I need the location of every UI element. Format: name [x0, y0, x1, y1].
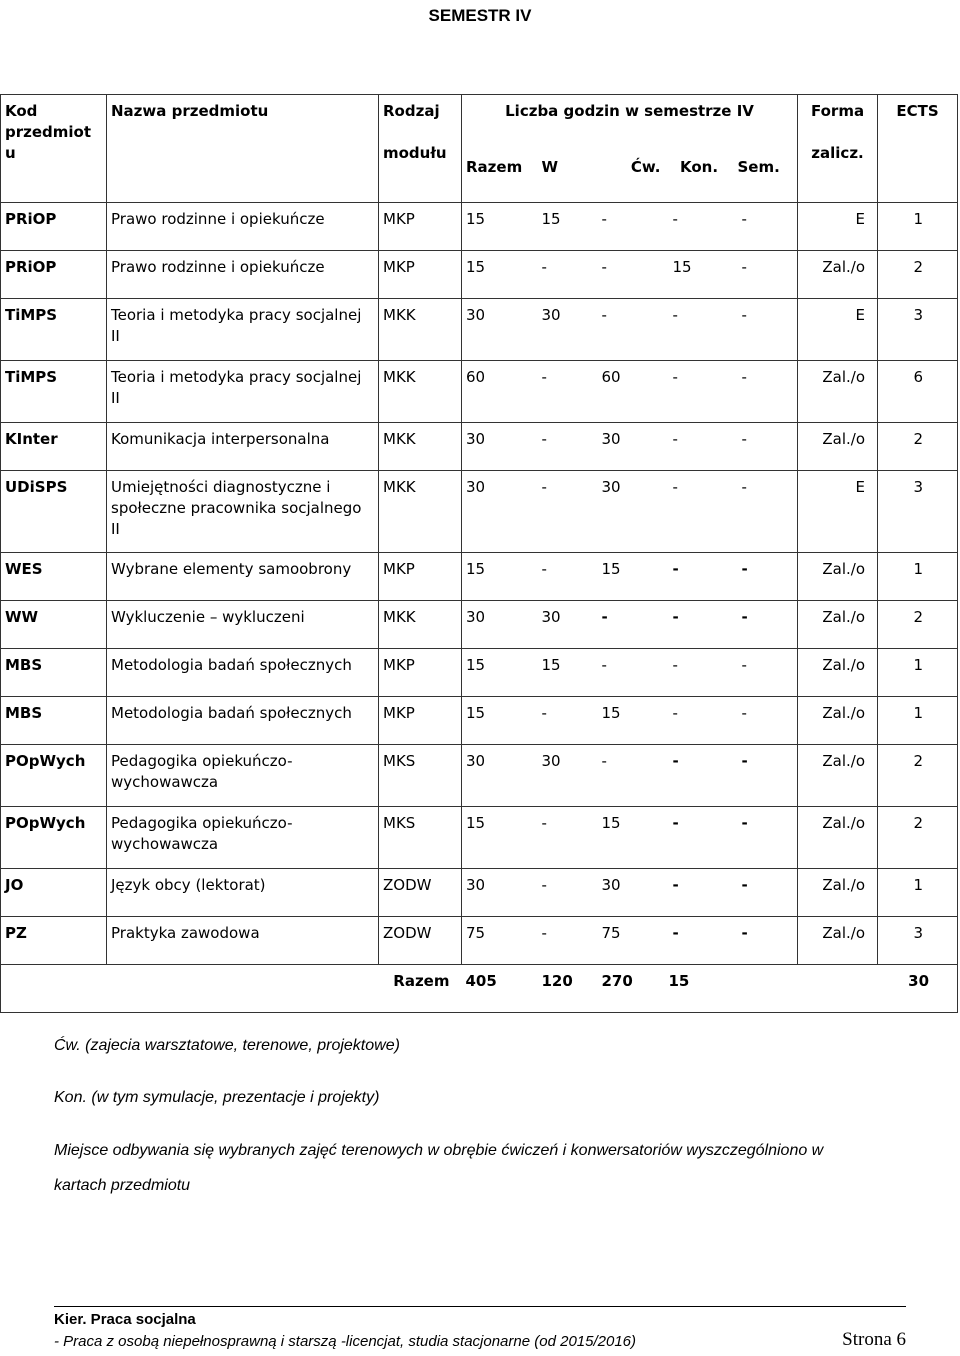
header-cw: Ćw.	[598, 141, 665, 203]
curriculum-table	[0, 94, 958, 1013]
cell-sem: -	[734, 649, 798, 697]
cell-sem: -	[734, 917, 798, 965]
cell-kod: PRiOP	[1, 203, 107, 251]
cell-ects: 3	[878, 299, 958, 361]
cell-kod: POpWych	[1, 745, 107, 807]
table-row	[1, 745, 958, 807]
cell-rodzaj: MKP	[379, 203, 462, 251]
cell-forma: Zal./o	[798, 601, 878, 649]
cell-razem: 30	[462, 471, 538, 553]
cell-w: -	[538, 869, 598, 917]
cell-forma: Zal./o	[798, 361, 878, 423]
cell-w: -	[538, 251, 598, 299]
cell-kon: -	[665, 869, 734, 917]
cell-rodzaj: MKS	[379, 807, 462, 869]
cell-kon: -	[665, 697, 734, 745]
table-row	[1, 807, 958, 869]
table-row	[1, 869, 958, 917]
cell-razem: 15	[462, 807, 538, 869]
cell-w: 15	[538, 649, 598, 697]
cell-rodzaj: MKK	[379, 361, 462, 423]
cell-w: -	[538, 471, 598, 553]
cell-w: 30	[538, 745, 598, 807]
cell-cw: -	[598, 601, 665, 649]
cell-forma: Zal./o	[798, 423, 878, 471]
cell-sem: -	[734, 807, 798, 869]
cell-ects: 2	[878, 807, 958, 869]
cell-cw: 30	[598, 471, 665, 553]
cell-nazwa: Praktyka zawodowa	[107, 917, 379, 965]
cell-forma: Zal./o	[798, 869, 878, 917]
cell-razem: 30	[462, 601, 538, 649]
header-kon: Kon.	[665, 141, 734, 203]
cell-w: -	[538, 917, 598, 965]
cell-cw: 15	[598, 697, 665, 745]
cell-sem: -	[734, 745, 798, 807]
footer-kierunek: Kier. Praca socjalna	[54, 1311, 196, 1328]
cell-sem: -	[734, 203, 798, 251]
cell-w: 30	[538, 601, 598, 649]
table-row	[1, 423, 958, 471]
table-row	[1, 917, 958, 965]
cell-ects: 1	[878, 203, 958, 251]
table-row	[1, 553, 958, 601]
cell-forma: Zal./o	[798, 807, 878, 869]
header-sem: Sem.	[734, 141, 798, 203]
cell-ects: 2	[878, 601, 958, 649]
cell-kod: KInter	[1, 423, 107, 471]
cell-cw: -	[598, 203, 665, 251]
cell-kod: PRiOP	[1, 251, 107, 299]
cell-kon: -	[665, 471, 734, 553]
cell-sem: -	[734, 361, 798, 423]
cell-kod: TiMPS	[1, 361, 107, 423]
note-cw: Ćw. (zajecia warsztatowe, terenowe, projektowe)	[54, 1037, 400, 1054]
cell-nazwa: Metodologia badań społecznych	[107, 649, 379, 697]
cell-razem: 15	[462, 251, 538, 299]
cell-w: 30	[538, 299, 598, 361]
note-miejsce-2: kartach przedmiotu	[54, 1177, 191, 1194]
total-cw: 270	[598, 965, 665, 1013]
cell-forma: E	[798, 471, 878, 553]
cell-sem: -	[734, 299, 798, 361]
cell-nazwa: Język obcy (lektorat)	[107, 869, 379, 917]
cell-sem: -	[734, 251, 798, 299]
cell-nazwa: Wykluczenie – wykluczeni	[107, 601, 379, 649]
header-kod: Kod przedmiot u	[1, 95, 107, 203]
cell-cw: -	[598, 745, 665, 807]
cell-kon: -	[665, 807, 734, 869]
cell-kod: MBS	[1, 649, 107, 697]
table-row	[1, 471, 958, 553]
cell-nazwa: Komunikacja interpersonalna	[107, 423, 379, 471]
cell-nazwa: Teoria i metodyka pracy socjalnej II	[107, 361, 379, 423]
cell-razem: 60	[462, 361, 538, 423]
cell-kon: -	[665, 745, 734, 807]
cell-ects: 1	[878, 869, 958, 917]
total-sem	[734, 965, 798, 1013]
cell-nazwa: Prawo rodzinne i opiekuńcze	[107, 251, 379, 299]
cell-rodzaj: ZODW	[379, 917, 462, 965]
cell-ects: 2	[878, 423, 958, 471]
note-kon: Kon. (w tym symulacje, prezentacje i projekty)	[54, 1089, 380, 1106]
cell-sem: -	[734, 869, 798, 917]
cell-rodzaj: MKP	[379, 649, 462, 697]
cell-razem: 15	[462, 553, 538, 601]
cell-cw: 30	[598, 423, 665, 471]
cell-rodzaj: MKK	[379, 601, 462, 649]
cell-nazwa: Pedagogika opiekuńczo-wychowawcza	[107, 745, 379, 807]
cell-nazwa: Prawo rodzinne i opiekuńcze	[107, 203, 379, 251]
cell-kod: WES	[1, 553, 107, 601]
page-title: SEMESTR IV	[428, 6, 532, 25]
cell-razem: 30	[462, 299, 538, 361]
cell-razem: 30	[462, 745, 538, 807]
cell-nazwa: Metodologia badań społecznych	[107, 697, 379, 745]
footer-specjalnosc: - Praca z osobą niepełnosprawną i starszą -licencjat, studia stacjonarne (od 2015/2016)	[54, 1333, 636, 1350]
cell-kod: TiMPS	[1, 299, 107, 361]
cell-w: -	[538, 423, 598, 471]
header-rodzaj: Rodzaj modułu	[379, 95, 462, 203]
cell-rodzaj: MKP	[379, 697, 462, 745]
cell-kon: -	[665, 553, 734, 601]
table-row	[1, 649, 958, 697]
cell-kod: PZ	[1, 917, 107, 965]
cell-w: -	[538, 361, 598, 423]
cell-cw: 60	[598, 361, 665, 423]
cell-ects: 2	[878, 745, 958, 807]
cell-kon: -	[665, 361, 734, 423]
cell-razem: 15	[462, 649, 538, 697]
cell-rodzaj: MKK	[379, 299, 462, 361]
cell-razem: 75	[462, 917, 538, 965]
header-ects: ECTS	[878, 95, 958, 203]
header-forma: Forma zalicz.	[798, 95, 878, 203]
total-row	[1, 965, 958, 1013]
cell-forma: E	[798, 299, 878, 361]
cell-w: -	[538, 807, 598, 869]
cell-forma: Zal./o	[798, 649, 878, 697]
cell-kod: UDiSPS	[1, 471, 107, 553]
header-nazwa: Nazwa przedmiotu	[107, 95, 379, 203]
table-row	[1, 697, 958, 745]
note-miejsce-1: Miejsce odbywania się wybranych zajęć terenowych w obrębie ćwiczeń i konwersatoriów wyszczególniono w	[54, 1142, 824, 1159]
cell-rodzaj: ZODW	[379, 869, 462, 917]
cell-cw: -	[598, 251, 665, 299]
cell-rodzaj: MKK	[379, 471, 462, 553]
cell-kod: WW	[1, 601, 107, 649]
cell-rodzaj: MKK	[379, 423, 462, 471]
cell-w: -	[538, 553, 598, 601]
cell-ects: 6	[878, 361, 958, 423]
cell-cw: 15	[598, 807, 665, 869]
total-kon: 15	[665, 965, 734, 1013]
table-row	[1, 203, 958, 251]
cell-nazwa: Pedagogika opiekuńczo-wychowawcza	[107, 807, 379, 869]
cell-rodzaj: MKP	[379, 251, 462, 299]
cell-ects: 1	[878, 553, 958, 601]
cell-ects: 2	[878, 251, 958, 299]
cell-cw: 15	[598, 553, 665, 601]
cell-nazwa: Umiejętności diagnostyczne i społeczne pracownika socjalnego II	[107, 471, 379, 553]
cell-w: 15	[538, 203, 598, 251]
cell-kod: MBS	[1, 697, 107, 745]
cell-forma: Zal./o	[798, 917, 878, 965]
page-number: Strona 6	[842, 1329, 906, 1350]
cell-kod: POpWych	[1, 807, 107, 869]
cell-kon: -	[665, 917, 734, 965]
cell-kon: -	[665, 423, 734, 471]
total-forma	[798, 965, 878, 1013]
header-razem: Razem	[462, 141, 538, 203]
cell-cw: 30	[598, 869, 665, 917]
cell-razem: 15	[462, 203, 538, 251]
cell-forma: E	[798, 203, 878, 251]
cell-nazwa: Wybrane elementy samoobrony	[107, 553, 379, 601]
header-liczba-godzin: Liczba godzin w semestrze IV	[462, 95, 798, 142]
cell-cw: 75	[598, 917, 665, 965]
cell-sem: -	[734, 601, 798, 649]
total-ects: 30	[878, 965, 958, 1013]
cell-rodzaj: MKP	[379, 553, 462, 601]
page-footer	[54, 1306, 906, 1350]
cell-ects: 1	[878, 697, 958, 745]
header-w: W	[538, 141, 598, 203]
total-label: Razem	[1, 965, 462, 1013]
total-w: 120	[538, 965, 598, 1013]
total-razem: 405	[462, 965, 538, 1013]
cell-nazwa: Teoria i metodyka pracy socjalnej II	[107, 299, 379, 361]
table-row	[1, 361, 958, 423]
cell-sem: -	[734, 471, 798, 553]
cell-rodzaj: MKS	[379, 745, 462, 807]
header-row-1	[1, 95, 958, 142]
cell-forma: Zal./o	[798, 745, 878, 807]
cell-kon: -	[665, 203, 734, 251]
cell-forma: Zal./o	[798, 251, 878, 299]
cell-kod: JO	[1, 869, 107, 917]
cell-sem: -	[734, 553, 798, 601]
table-row	[1, 251, 958, 299]
cell-ects: 3	[878, 917, 958, 965]
table-row	[1, 601, 958, 649]
cell-kon: -	[665, 601, 734, 649]
table-row	[1, 299, 958, 361]
cell-kon: 15	[665, 251, 734, 299]
cell-razem: 30	[462, 423, 538, 471]
cell-kon: -	[665, 649, 734, 697]
cell-forma: Zal./o	[798, 697, 878, 745]
cell-sem: -	[734, 697, 798, 745]
cell-ects: 3	[878, 471, 958, 553]
cell-cw: -	[598, 299, 665, 361]
cell-razem: 30	[462, 869, 538, 917]
cell-forma: Zal./o	[798, 553, 878, 601]
cell-cw: -	[598, 649, 665, 697]
cell-kon: -	[665, 299, 734, 361]
cell-ects: 1	[878, 649, 958, 697]
cell-sem: -	[734, 423, 798, 471]
cell-w: -	[538, 697, 598, 745]
cell-razem: 15	[462, 697, 538, 745]
